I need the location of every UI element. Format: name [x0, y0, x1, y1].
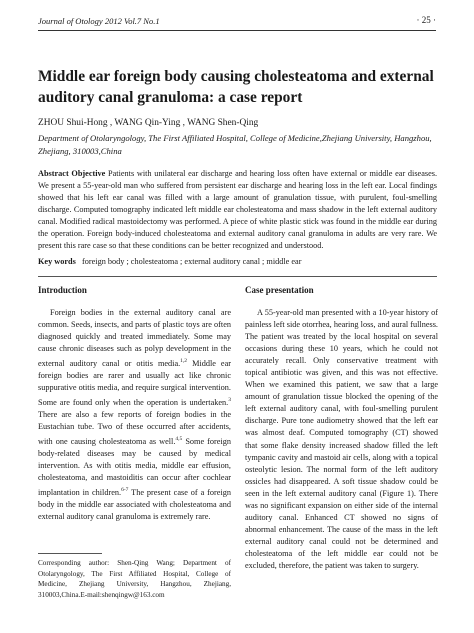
article-title: Middle ear foreign body causing cholesteatoma and external auditory canal granuloma: a case report [38, 68, 434, 106]
abstract [38, 168, 437, 252]
citation-ref: 1,2 [180, 358, 188, 365]
abstract-label: Abstract Objective [38, 169, 106, 178]
author-list: ZHOU Shui-Hong , WANG Qin-Ying , WANG Shen-Qing [38, 118, 259, 128]
running-header [38, 14, 436, 31]
case-paragraph: A 55-year-old man presented with a 10-year history of painless left side otorrhea, hearing loss, and aural fullness. The patient was treated by the local hospital on several occasions during these 10 years, which he could not accurately recall. Only conservative treatment with topical antibiotic was given, and this was not effective. When we examined this patient, we saw that a large amount of granulation tissue blocked the opening of the left external auditory canal, with foul-smelling purulent discharge. Pure tone audiometry showed that the left ear was almost deaf. Computed tomography (CT) showed that some flake density increased shadow filled the left tympanic cavity and mastoid air cells, along with a topical osteolytic lesion. The normal form of the left auditory ossicles had disappeared. A soft tissue shadow could be seen in the left external auditory canal (Figure 1). There was no significant expansion on either side of the internal auditory canal. Enhanced CT showed no signs of abnormal enhancement. The cause of the mass in the left external auditory canal could not be determined and cholesteatoma of the left middle ear could not be excluded, therefore, the patient was taken to surgery. [245, 308, 438, 570]
right-column [245, 285, 438, 572]
page-number: · 25 · [416, 15, 436, 25]
abstract-text: Patients with unilateral ear discharge and hearing loss often have external or middle ear diseases. We present a 55-year-old man who suffered from persistent ear discharge and hearing loss in the left ear. Local findings showed that his left ear canal was filled with a large amount of granulation tissue, with purulent, foul-smelling discharge. Computed tomography indicated left middle ear cholesteatoma and mass shadow in the left external auditory canal. Modified radical mastoidectomy was performed. A piece of white plastic stick was found in the middle ear during the operation. Foreign body-induced cholesteatoma and external auditory canal granuloma in adults are very rare. We present this rare case so that these conditions can be better recognized and understood. [38, 169, 438, 250]
introduction-heading: Introduction [38, 285, 87, 295]
intro-text-4: Some foreign body-related diseases may be caused by medical intervention. As with otitis media, middle ear effusion, cholesteatoma, and mastoiditis can occur after cochlear implantation in children. [38, 436, 231, 497]
corresponding-author-footnote: Corresponding author: Shen-Qing Wang; Department of Otolaryngology, The First Affiliated Hospital, College of Medicine, Zhejiang University, Hangzhou, Zhejiang, 310003,China.E-mail:shenqingw@163.com [38, 559, 231, 599]
author-affiliation: Department of Otolaryngology, The First Affiliated Hospital, College of Medicine,Zhejiang University, Hangzhou, Zhejiang, 310003,China [38, 133, 432, 156]
footnote-rule [38, 553, 102, 554]
case-presentation-heading: Case presentation [245, 285, 314, 295]
keywords-text: foreign body ; cholesteatoma ; external auditory canal ; middle ear [82, 257, 302, 266]
keywords-label: Key words [38, 257, 76, 266]
intro-text-1: Foreign bodies in the external auditory canal are common. Seeds, insects, and parts of plastic toys are often diagnosed quickly and treated immediately. Some may cause chronic diseases such as polyp development in the external auditory canal or otitis media. [38, 308, 231, 368]
intro-text-5: The present case of a foreign body in the middle ear associated with cholesteatoma and external auditory canal granuloma is extremely rare. [38, 487, 231, 521]
citation-ref: 4,5 [175, 435, 183, 442]
intro-text-2: Middle ear foreign bodies are rarer and usually act like chronic suppurative otitis media, and require surgical intervention. Some are found only when the operation is undertaken. [38, 358, 231, 407]
introduction-paragraph [38, 307, 231, 523]
citation-ref: 6-7 [121, 486, 129, 493]
section-divider [38, 276, 437, 277]
keywords [38, 257, 301, 266]
journal-citation: Journal of Otology 2012 Vol.7 No.1 [38, 16, 160, 26]
left-column [38, 285, 231, 523]
intro-text-3: There are also a few reports of foreign bodies in the Eustachian tube. Two of these occurred after accidents, with one causing cholesteatoma as well. [38, 409, 231, 446]
citation-ref: 3 [228, 397, 231, 404]
